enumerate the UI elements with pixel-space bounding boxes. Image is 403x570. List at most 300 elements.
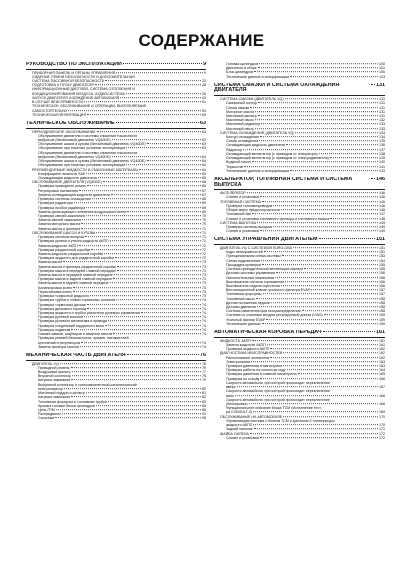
leader-dots: [255, 111, 378, 112]
toc-entry-title: Проверка дискового тормоза: [38, 306, 87, 311]
leader-dots: [330, 218, 378, 219]
leader-dots: [330, 157, 378, 158]
leader-dots: [262, 201, 378, 202]
toc-page-number: 72: [202, 256, 206, 261]
toc-entry-title: Приводной ремень: [38, 365, 70, 370]
toc-page-number: 164: [379, 368, 385, 373]
leader-dots: [283, 416, 378, 417]
leader-dots: [259, 63, 378, 64]
toc-entry-title: Сальники: [38, 416, 55, 421]
toc-entry-title: Снятие и установка топливного фильтра и топливного насоса: [226, 216, 330, 221]
toc-entry-title: СИСТЕМА СМАЗКИ (ДВИГАТЕЛЬ VQ): [220, 97, 284, 102]
toc-entry-title: Проверка работы на холостом ходу: [226, 368, 286, 373]
toc-entry-title: Проверка жидкости для раздаточной коробки: [38, 256, 114, 261]
toc-section-title: МЕХАНИЧЕСКАЯ ЧАСТЬ ДВИГАТЕЛЯ: [26, 352, 126, 358]
toc-page-number: 53: [202, 108, 206, 113]
leader-dots: [252, 340, 378, 341]
toc-page-number: 77: [202, 370, 206, 374]
toc-page-number: 69: [202, 201, 206, 206]
toc-page-number: 68: [202, 197, 206, 202]
toc-entry-title: Скорость автомобиля, при которой происходит переключение: [226, 389, 330, 394]
toc-entry-title: ИНФОРМАЦИОННЫЙ ДИСПЛЕЙ, СИСТЕМА ОТОПЛЕНИЯ И: [32, 87, 135, 92]
leader-dots: [64, 388, 201, 389]
toc-section-title: СИСТЕМА СМАЗКИ И СИСТЕМА ОХЛАЖДЕНИЯ ДВИГАТЕЛЯ: [214, 82, 340, 94]
toc-page-number: 70: [202, 218, 206, 223]
toc-page-number: 137: [379, 147, 385, 152]
leader-dots: [116, 300, 201, 301]
toc-page-number: 73: [202, 264, 206, 269]
toc-entry-title: Головка цилиндров: [226, 62, 259, 66]
toc-section-title: АКСЕЛЕРАТОР, ТОПЛИВНАЯ СИСТЕМА И СИСТЕМА ВЫПУСКА: [214, 177, 353, 188]
toc-page-number: 73: [202, 273, 206, 278]
toc-entry-title: Проверка подвески: [38, 327, 71, 332]
toc-page-number: 74: [202, 344, 206, 349]
toc-entry-title: Смазка замков, шарниров и защелки капота: [38, 332, 112, 337]
toc-page-number: 172: [379, 435, 385, 440]
toc-entry-title: Блок цилиндров: [226, 70, 254, 75]
toc-page-number: 76: [202, 361, 206, 366]
toc-page-number: 70: [202, 213, 206, 218]
toc-page-number: 149: [379, 220, 385, 225]
toc-page-number: 123: [379, 74, 385, 79]
toc-page-number: 83: [202, 399, 206, 404]
leader-dots: [86, 215, 201, 216]
leader-dots: [87, 308, 201, 309]
leader-dots: [264, 251, 378, 252]
toc-entry-title: Впускной коллектор: [38, 374, 72, 379]
leader-dots: [123, 63, 202, 64]
toc-entry-title: Проверка пробки радиатора: [38, 205, 86, 210]
toc-page-number: 60: [202, 112, 206, 117]
toc-page-number: 9: [204, 70, 206, 75]
leader-dots: [323, 331, 375, 332]
toc-page-number: 74: [202, 319, 206, 324]
section-rule: [214, 337, 385, 338]
toc-page-number: 149: [379, 224, 385, 229]
toc-page-number: 167: [379, 385, 385, 390]
leader-dots: [117, 270, 201, 271]
toc-page-number: 100: [379, 62, 385, 66]
toc-section-title: ТЕХНИЧЕСКОЕ ОБСЛУЖИВАНИЕ: [26, 121, 115, 126]
toc-entry-title: Проверка давления в магистрали: [226, 364, 283, 369]
toc-page-number: 146: [379, 199, 385, 204]
toc-page-number: 74: [202, 302, 206, 307]
leader-dots: [108, 321, 201, 322]
toc-page-number: 80: [202, 386, 206, 391]
toc-entry-title: Проверка жидкости АКПП: [226, 347, 270, 352]
toc-column-left: [26, 62, 206, 421]
leader-dots: [139, 169, 201, 170]
leader-dots: [273, 226, 378, 227]
leader-dots: [371, 84, 375, 85]
toc-entry-title: СИСТЕМА ВЫПУСКА: [220, 220, 257, 225]
toc-entry-title: Балансировка колес: [38, 285, 73, 290]
leader-dots: [285, 98, 378, 99]
leader-dots: [290, 76, 378, 77]
leader-dots: [243, 149, 378, 150]
leader-dots: [126, 148, 201, 149]
toc-entry-title: Замена жидкости АКПП: [226, 342, 266, 347]
toc-entry-title: Принципиальная схема системы: [226, 254, 281, 259]
toc-page-number: 66: [202, 180, 206, 185]
toc-entry-title: нейтрализатор: [38, 386, 63, 391]
toc-entry-title: Проверка свечей зажигания: [38, 213, 85, 218]
toc-entry-title: Проверка жидкости и трубок усилителя рулевого управления: [38, 311, 141, 315]
toc-entry: [214, 169, 385, 173]
toc-entry-title: САМОСТОЯТЕЛЬНО: [32, 108, 68, 113]
leader-dots: [275, 277, 378, 278]
toc-entry-title: Замена моторного масла: [38, 222, 81, 227]
leader-dots: [295, 132, 378, 133]
toc-entry-title: Проверка радиатора: [38, 201, 73, 206]
toc-page-number: 67: [202, 188, 206, 193]
toc-entry-title: Обслуживание шасси и кузова (бензиновый двигатель VQ40DE): [38, 159, 146, 164]
toc-page-number: 132: [379, 118, 385, 123]
leader-dots: [250, 107, 378, 108]
toc-entry-title: Масляный поддон и фильтр: [38, 391, 85, 396]
toc-entry-title: Замена масла в задней главной передаче: [38, 281, 109, 286]
toc-entry-title: Схема подключения: [226, 258, 260, 263]
toc-section-title: РУКОВОДСТВО ПО ЭКСПЛУАТАЦИИ: [26, 62, 122, 67]
toc-page-number: 146: [379, 208, 385, 213]
leader-dots: [260, 136, 378, 137]
leader-dots: [110, 283, 201, 284]
toc-entry-title: Расположение элементов: [226, 355, 270, 360]
toc-entry-title: Топливная форсунка и топливная трубка: [38, 399, 107, 404]
toc-page-number: 155: [379, 267, 385, 272]
toc-page-number: 162: [379, 355, 385, 360]
leader-dots: [290, 170, 378, 171]
leader-dots: [276, 272, 378, 273]
toc-page-number: 165: [379, 372, 385, 377]
leader-dots: [235, 395, 378, 396]
toc-page-number: 70: [202, 222, 206, 227]
leader-dots: [283, 365, 378, 366]
toc-entry-title: Проверка уровня и утечек жидкости АКПП: [38, 239, 109, 244]
leader-dots: [262, 264, 378, 265]
toc-entry-title: Смазочный контур: [226, 101, 258, 106]
toc-page-number: 74: [202, 306, 206, 311]
toc-page-number: 161: [376, 330, 385, 336]
toc-page-number: 143: [379, 168, 385, 173]
leader-dots: [81, 342, 201, 343]
toc-page-number: 131: [376, 82, 385, 88]
leader-dots: [249, 403, 378, 404]
toc-entry-title: выбросов (бензиновый двигатель VQ40DE): [38, 138, 111, 143]
toc-page-number: 64: [202, 163, 206, 168]
toc-entry-title: Проверка давления в главной магистрали: [226, 372, 297, 377]
toc-entry-title: Проверка тормозных дисков: [38, 302, 86, 307]
toc-entry-title: Проверка по отзыву: [226, 376, 260, 381]
leader-dots: [84, 101, 201, 102]
toc-page-number: 135: [379, 139, 385, 144]
leader-dots: [324, 315, 378, 316]
toc-entry-title: Схема смазки: [226, 105, 250, 110]
leader-dots: [260, 437, 378, 438]
toc-entry-title: СИСТЕМА ПАССИВНОЙ БЕЗОПАСНОСТИ: [32, 79, 105, 84]
toc-section-heading: [214, 330, 385, 339]
toc-page-number: 81: [202, 391, 206, 396]
toc-entry-title: ОБСЛУЖИВАНИЕ ДВИГАТЕЛЯ (VQ40DE): [32, 180, 102, 185]
toc-entry-title: Технические данные и спецификации: [226, 74, 290, 79]
toc-entry-title: Электросхема: [226, 359, 250, 364]
leader-dots: [260, 197, 378, 198]
toc-column-right: [214, 62, 385, 440]
leader-dots: [253, 412, 378, 413]
toc-entry-title: Выпускной коллектор и трехкомпонентный каталитический: [38, 382, 137, 387]
toc-entry-title: КОНДИЦИОНИРОВАНИЯ ВОЗДУХА, АУДИОСИСТЕМА: [32, 91, 125, 96]
toc-page-number: 85: [202, 403, 206, 408]
toc-entry-title: Технические данные: [226, 321, 261, 326]
leader-dots: [71, 397, 201, 398]
leader-dots: [253, 424, 378, 425]
leader-dots: [60, 363, 201, 364]
toc-entry-title: ОБСЛУЖИВАНИЕ НА АВТОМОБИЛЕ: [220, 414, 283, 419]
toc-entry-title: Снятие и установка: [226, 435, 259, 440]
toc-page-number: 72: [202, 243, 206, 248]
toc-entry-title: Проверка приводного ремня: [38, 184, 86, 189]
toc-section-heading: [26, 121, 206, 130]
leader-dots: [259, 140, 378, 141]
toc-page-number: 101: [379, 66, 385, 71]
toc-page-number: 158: [379, 296, 385, 301]
toc-page-number: 63: [200, 121, 206, 126]
toc-entry-title: Катушки зажигания: [38, 378, 71, 383]
leader-dots: [262, 323, 378, 324]
toc-page-number: 106: [379, 70, 385, 75]
toc-page-number: 138: [379, 151, 385, 156]
toc-entry-title: Водяной насос: [226, 160, 251, 165]
toc-entry-title: Общие меры предосторожности: [226, 208, 281, 213]
leader-dots: [97, 131, 201, 132]
toc-section-heading: [214, 237, 385, 246]
leader-dots: [286, 145, 378, 146]
toc-entry-title: Система изменения фаз газораспределения: [226, 309, 301, 314]
toc-entry-title: Проверка топливопроводов: [226, 203, 273, 208]
toc-entry-title: Управляющая система с блоком TCM и датчиком Z температуры: [226, 418, 335, 423]
toc-page-number: 157: [379, 292, 385, 297]
leader-dots: [114, 274, 201, 275]
toc-entry-title: вниз: [226, 393, 234, 398]
toc-entry: [214, 436, 385, 440]
toc-page-number: 134: [379, 135, 385, 140]
leader-dots: [110, 240, 201, 241]
toc-entry-title: Моторное масло: [226, 109, 254, 114]
leader-dots: [72, 371, 201, 372]
toc-entry-title: Цепь ГРМ: [38, 407, 55, 412]
toc-entry-title: Распредвалы: [38, 412, 61, 417]
toc-entry-title: Радиатор: [226, 147, 242, 152]
toc-entry: [214, 322, 385, 326]
toc-entry-title: ДИАГНОСТИКА НЕИСПРАВНОСТЕЙ: [220, 351, 283, 356]
toc-entry-title: Перестановка колес: [38, 289, 72, 294]
leader-dots: [237, 386, 378, 387]
toc-entry-title: ОБСЛУЖИВАНИЕ ШАССИ И КУЗОВА: [32, 230, 96, 235]
toc-entry-title: Контур охлаждения: [226, 135, 259, 140]
toc-entry-title: Крышка головки блока цилиндров: [38, 403, 95, 408]
toc-entry-title: Масляный насос: [226, 118, 255, 123]
leader-dots: [311, 289, 378, 290]
toc-page-number: 71: [202, 239, 206, 244]
leader-dots: [254, 429, 378, 430]
toc-page-number: 170: [379, 414, 385, 419]
toc-entry-title: ШАЙБА СИЛЕНА: [220, 431, 249, 436]
leader-dots: [113, 278, 201, 279]
toc-entry-title: Замена охлаждающей жидкости двигателя: [38, 192, 110, 197]
toc-entry-title: СИДЕНЬЯ, РЕМНИ БЕЗОПАСНОСТИ И ДОПОЛНИТЕЛЬНАЯ: [32, 74, 135, 79]
toc-page-number: 146: [379, 203, 385, 208]
toc-section-title: СИСТЕМА УПРАВЛЕНИЯ ДВИГАТЕЛЕМ: [214, 237, 318, 243]
section-rule: [214, 189, 385, 190]
toc-entry-title: креплений и регуляторов: [38, 340, 81, 345]
leader-dots: [68, 110, 201, 111]
toc-section-heading: [26, 62, 206, 71]
leader-dots: [63, 262, 201, 263]
section-rule: [26, 69, 206, 70]
toc-page-number: 74: [202, 340, 206, 345]
leader-dots: [92, 198, 201, 199]
toc-entry-title: (блокировка): [226, 402, 248, 406]
toc-page-number: 161: [379, 342, 385, 347]
toc-page-number: 82: [202, 395, 206, 400]
leader-dots: [86, 392, 201, 393]
toc-entry-title: ЖИДКОСТЬ АКПП: [220, 338, 251, 343]
toc-page-number: 43: [202, 95, 206, 100]
toc-entry-title: Охлаждающая жидкость двигателя: [226, 143, 285, 148]
leader-dots: [104, 253, 201, 254]
toc-page-number: 86: [202, 407, 206, 412]
toc-entry-title: Замена жидкости раздаточной коробки: [38, 251, 104, 256]
toc-page-number: 131: [379, 113, 385, 118]
toc-page-number: 65: [202, 176, 206, 180]
toc-entry-title: Замена масла и фильтра: [38, 226, 81, 231]
toc-entry-title: Замена фильтрующего элемента воздухоочистителя: [38, 209, 127, 214]
toc-page-number: 153: [379, 254, 385, 259]
leader-dots: [108, 401, 201, 402]
toc-page-number: 151: [376, 237, 385, 243]
toc-entry-title: Обслуживание при тяжелых условиях эксплуатации: [38, 146, 126, 151]
toc-entry-title: Проверка системы охлаждения: [38, 197, 91, 202]
leader-dots: [126, 165, 201, 166]
toc-page-number: 64: [202, 159, 206, 164]
toc-page-number: 163: [379, 359, 385, 364]
toc-page-number: 163: [379, 364, 385, 369]
toc-page-number: 134: [379, 130, 385, 135]
toc-entry-title: Система со съемным входом регулируемой длины (VIAS): [226, 313, 323, 318]
toc-entry-title: Охлаждающая жидкость двигателя: [38, 176, 97, 180]
toc-page-number: 67: [202, 192, 206, 197]
leader-dots: [116, 72, 203, 73]
toc-page-number: 168: [379, 393, 385, 398]
toc-page-number: 141: [379, 164, 385, 169]
toc-page-number: 63: [202, 142, 206, 147]
leader-dots: [267, 344, 378, 345]
toc-entry-title: Двигатель в сборе: [226, 66, 257, 71]
toc-page-number: 149: [379, 229, 385, 234]
toc-entry-title: Охлаждающий вентилятор (с приводом от генератора): [226, 151, 318, 156]
toc-entry-title: ПЕРИОДИЧЕСКОЕ ОБСЛУЖИВАНИЕ: [32, 129, 96, 134]
leader-dots: [270, 348, 378, 349]
toc-entry-title: Снятие и установка: [226, 195, 259, 200]
toc-page-number: 22: [202, 79, 206, 84]
toc-page-number: 169: [379, 410, 385, 415]
toc-page-number: 157: [379, 288, 385, 293]
toc-page-number: 172: [379, 431, 385, 436]
toc-page-number: 79: [202, 378, 206, 383]
toc-page-number: 63: [202, 146, 206, 151]
toc-page-number: 158: [379, 305, 385, 310]
toc-entry-title: ЗАПУСК ДВИГАТЕЛЯ И ВОЖДЕНИЕ АВТОМОБИЛЯ: [32, 95, 120, 100]
toc-page-number: 63: [202, 129, 206, 134]
toc-entry-title: Проверка масла в передней главной передаче: [38, 268, 117, 273]
toc-entry-title: жидкости АКПП: [226, 423, 253, 428]
leader-dots: [293, 247, 378, 248]
leader-dots: [117, 266, 201, 267]
leader-dots: [62, 413, 201, 414]
toc-entry-title: Регулировка натяжения: [38, 188, 78, 193]
toc-page-number: 73: [202, 268, 206, 273]
leader-dots: [127, 211, 201, 212]
toc-entry-title: ДВИГАТЕЛЬ VQ С СИСТЕМОЙ EURO-OBD: [220, 245, 293, 250]
toc-entry-title: Замена масла в передней главной передаче: [38, 273, 113, 278]
toc-page-number: 71: [202, 230, 206, 235]
leader-dots: [98, 177, 201, 178]
toc-entry-title: Топливные форсунки: [226, 292, 262, 297]
toc-page-number: 71: [202, 235, 206, 240]
toc-page-number: 151: [379, 245, 385, 250]
toc-entry-title: Функциональное описание блока TCM (Исполнение тест-: [226, 406, 323, 411]
leader-dots: [71, 329, 201, 330]
leader-dots: [270, 357, 378, 358]
toc-page-number: 156: [379, 279, 385, 284]
leader-dots: [115, 257, 201, 258]
toc-entry-title: АКСЕЛЕРАТОР: [220, 191, 246, 196]
section-rule: [26, 128, 206, 129]
toc-entry-title: ДВИГАТЕЛЬ VQ: [32, 361, 59, 366]
toc-page-number: 64: [202, 154, 206, 159]
toc-page-number: 51: [202, 100, 206, 105]
toc-page-number: 74: [202, 311, 206, 315]
leader-dots: [86, 173, 201, 174]
leader-dots: [120, 97, 201, 98]
toc-entry-title: Коды неисправностей: [226, 250, 263, 255]
toc-entry-title: РЕКОМЕНДУЕМЫЕ ЖИДКОСТИ И СМАЗОЧНЫЕ МАТЕРИАЛЫ: [32, 167, 139, 172]
leader-dots: [263, 294, 378, 295]
leader-dots: [247, 192, 378, 193]
leader-dots: [266, 319, 378, 320]
leader-dots: [319, 153, 378, 154]
leader-dots: [81, 228, 201, 229]
toc-page-number: 136: [379, 143, 385, 148]
leader-dots: [71, 380, 201, 381]
toc-entry-title: Замена масла: [38, 260, 62, 265]
toc-entry-title: выбросов (бензиновый двигатель VQ40DE): [38, 154, 111, 159]
toc-page-number: 131: [379, 97, 385, 102]
toc-entry-title: Выключатель педали сцепления: [226, 283, 281, 288]
leader-dots: [72, 375, 201, 376]
leader-dots: [81, 224, 201, 225]
toc-page-number: 74: [202, 315, 206, 320]
toc-page-number: 66: [202, 184, 206, 189]
toc-entry-title: Проверка соединений карданного вала: [38, 323, 104, 328]
toc-page-number: 156: [379, 283, 385, 288]
leader-dots: [256, 298, 378, 299]
leader-dots: [302, 310, 378, 311]
toc-entry-title: Масляный насос: [226, 126, 255, 131]
leader-dots: [260, 230, 378, 231]
toc-page-number: 148: [379, 216, 385, 221]
toc-entry-title: Термостат: [226, 164, 244, 169]
